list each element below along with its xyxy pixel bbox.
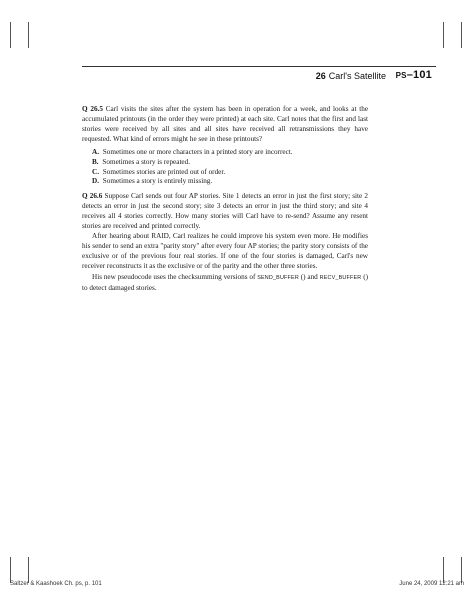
raid-paragraph: After hearing about RAID, Carl realizes he could improve his system even more. He modifies his sender to send an extra "parity story" after every four AP stories; the parity story consists of the exclusive or of the previous four real stories. If one of the four stories is damaged, Carl's new receiver reconstructs it as the exclusive or of the parity and the other three stories. (82, 232, 368, 271)
crop-mark (10, 557, 11, 583)
option-text: Sometimes a story is repeated. (102, 157, 191, 166)
page-number-prefix: PS (395, 71, 407, 80)
footer-timestamp: June 24, 2009 12:21 am (399, 581, 464, 587)
question-label: Q 26.6 (82, 191, 103, 200)
recv-buffer-function: RECV_BUFFER (319, 274, 362, 281)
question-text: Suppose Carl sends out four AP stories. Site 1 detects an error in just the first story; site 2 detects an error in just the second story; site 3 detects an error in just the third story; and site 4 receives all 4 stories correctly. How many stories will Carl have to re-send? Assume any resent stories are received and printed correctly. (82, 191, 368, 231)
crop-mark (28, 557, 29, 583)
send-buffer-function: SEND_BUFFER (257, 274, 299, 281)
page-number-value: –101 (406, 69, 432, 81)
option-key: D. (92, 177, 99, 186)
question-26-5 (82, 104, 368, 144)
option-a (92, 148, 368, 158)
option-b (92, 158, 368, 168)
option-text: Sometimes one or more characters in a printed story are incorrect. (102, 148, 293, 157)
answer-options (82, 148, 368, 186)
option-c (92, 168, 368, 178)
crop-mark (443, 22, 444, 48)
crop-mark (28, 22, 29, 48)
pseudocode-paragraph (82, 272, 368, 293)
crop-mark (10, 22, 11, 48)
option-key: A. (92, 148, 99, 157)
paragraph-text: () and (298, 272, 318, 281)
option-d (92, 177, 368, 187)
running-header (82, 66, 436, 81)
question-text: Carl visits the sites after the system has been in operation for a week, and looks at the accumulated printouts (in the order they were printed) at each site. Carl notes that the first and last stories were received by all sites and all sites have received all retransmissions they have requested. What kind of errors might he see in these printouts? (82, 105, 369, 144)
paragraph-text: His new pseudocode uses the checksumming versions of (92, 272, 258, 281)
page-number (396, 69, 432, 81)
question-26-6 (82, 191, 368, 231)
crop-mark (461, 22, 462, 48)
option-text: Sometimes stories are printed out of order. (102, 167, 226, 176)
chapter-heading (316, 71, 386, 81)
option-key: C. (92, 167, 99, 176)
chapter-title: Carl's Satellite (328, 71, 386, 81)
crop-mark (443, 557, 444, 583)
option-key: B. (92, 157, 99, 166)
crop-mark (461, 557, 462, 583)
chapter-number: 26 (315, 71, 326, 81)
question-label: Q 26.5 (82, 105, 103, 113)
option-text: Sometimes a story is entirely missing. (102, 177, 213, 186)
footer-source: Saltzer & Kaashoek Ch. ps, p. 101 (10, 581, 102, 587)
page-body (82, 104, 368, 293)
paragraph-text: () to detect damaged stories. (82, 272, 368, 292)
